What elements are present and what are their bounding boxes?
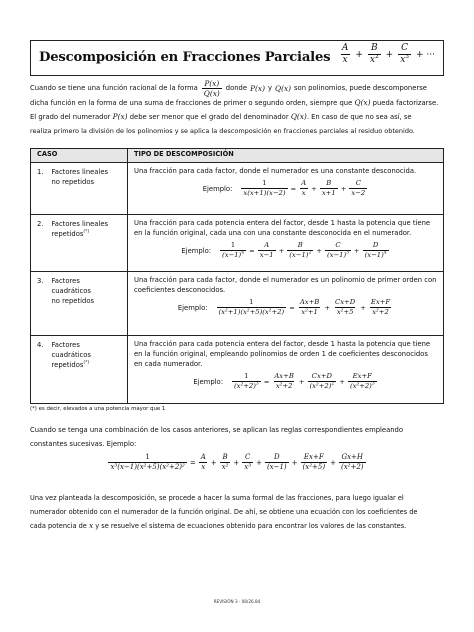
combination-example: $\frac{1}{\text{x³(x−1)(x²+5)(x²+2)²}}$ = $\frac{A}{x}$ + $\frac{B}{\text{x²}}$ + $\frac{C}{\text{x³}}$ + $\frac{D}{(x-1)}$ + $\frac{Ex+F}{\text{(x²+5)}}$ + $\frac{Gx+H}{\text{(x²+2)}}$ — [110, 453, 364, 472]
table-row — [31, 215, 444, 272]
intro-paragraph: Cuando se tiene una función racional de la forma $\frac{P(x)}{Q(x)}$ donde P(x) y Q(x) son polinomios, puede descomponerse dicha función en la forma de una suma de fracciones de primer o segundo orden, siempre que Q(x) pueda factorizarse. El grado del numerador P(x) debe ser menor que el grado del denominador Q(x). En caso de que no sea así, se realiza primero la división de los polinomios y se aplica la descomposición en fracciones parciales al residuo obtenido. — [30, 78, 439, 135]
example-4: Ejemplo: $\frac{1}{(x^2+2)^3}$ = $\frac{Ax+B}{\text{x²+2}}$ + $\frac{Cx+D}{(x^2+2)^2}$ + $\frac{Ex+F}{(x^2+2)^3}$ — [193, 372, 375, 391]
example-1: Ejemplo: $\frac{1}{x(x+1)(x-2)}$ = $\frac{A}{x}$ + $\frac{B}{x+1}$ + $\frac{C}{x-2}$ — [202, 179, 366, 198]
case-description: Una fracción para cada potencia entera del factor, desde 1 hasta la potencia que tiene en la función original, cada una con una constante desconocida en el numerador. — [134, 219, 431, 237]
header-formula: $\frac{A}{x}$ + $\frac{B}{x^2}$ + $\frac{C}{x^3}$ + ··· — [341, 43, 435, 66]
header-term-1: $\frac{A}{x}$ — [341, 43, 349, 66]
footnote: (*) es decir, elevados a una potencia mayor que 1 — [30, 406, 166, 412]
case-cell: 2. Factores lineales repetidos(*) — [37, 220, 109, 238]
header-term-3: $\frac{C}{x^3}$ — [400, 43, 410, 66]
combination-paragraph: Cuando se tenga una combinación de los casos anteriores, se aplican las reglas correspondientes empleando constantes sucesivas. Ejemplo: — [30, 426, 404, 448]
case-cell: 1. Factores lineales no repetidos — [37, 168, 109, 186]
table-header-row — [31, 149, 444, 163]
decomposition-table — [30, 148, 444, 404]
case-description: Una fracción para cada factor, donde el numerador es un polinomio de primer orden con coeficientes desconocidos. — [134, 276, 437, 294]
intro-fraction: $\frac{P(x)}{Q(x)}$ — [203, 78, 220, 99]
case-description: Una fracción para cada potencia entera del factor, desde 1 hasta la potencia que tiene en la función original, empleando polinomios de orden 1 de coeficientes desconocidos en cada numerador. — [134, 340, 431, 368]
title-box — [30, 40, 444, 76]
col-header-tipo: TIPO DE DESCOMPOSICIÓN — [128, 149, 444, 163]
header-formula-tail: + ··· — [416, 49, 435, 60]
example-3: Ejemplo: $\frac{1}{\text{(x²+1)(x²+5)(x²+2)}}$ = $\frac{Ax+B}{\text{x²+1}}$ + $\frac{Cx+D}{\text{x²+5}}$ + $\frac{Ex+F}{\text{x²+2}}$ — [177, 298, 391, 317]
table-row — [31, 272, 444, 336]
header-term-2: $\frac{B}{x^2}$ — [369, 43, 379, 66]
col-header-caso: CASO — [31, 149, 128, 163]
case-cell: 4. Factores cuadráticos repetidos(*) — [37, 341, 91, 369]
table-row — [31, 336, 444, 404]
table-row — [31, 163, 444, 215]
example-2: Ejemplo: $\frac{1}{(x-1)^4}$ = $\frac{A}{x-1}$ + $\frac{B}{(x-1)^2}$ + $\frac{C}{(x-1)^3}$ + $\frac{D}{(x-1)^4}$ — [181, 241, 387, 260]
closing-paragraph: Una vez planteada la descomposición, se procede a hacer la suma formal de las fracciones, para luego igualar el numerador obtenido con el numerador de la función original. De ahí, se obtiene una ecuación con los coeficientes de cada potencia de x y se resuelve el sistema de ecuaciones obtenido para encontrar los valores de las constantes. — [30, 494, 418, 531]
case-cell: 3. Factores cuadráticos no repetidos — [37, 277, 95, 305]
revision-footer: REVISIÓN 3 · 08/26.84 — [213, 599, 261, 604]
case-description: Una fracción para cada factor, donde el numerador es una constante desconocida. — [134, 167, 417, 175]
page-title: Descomposición en Fracciones Parciales — [39, 50, 331, 65]
